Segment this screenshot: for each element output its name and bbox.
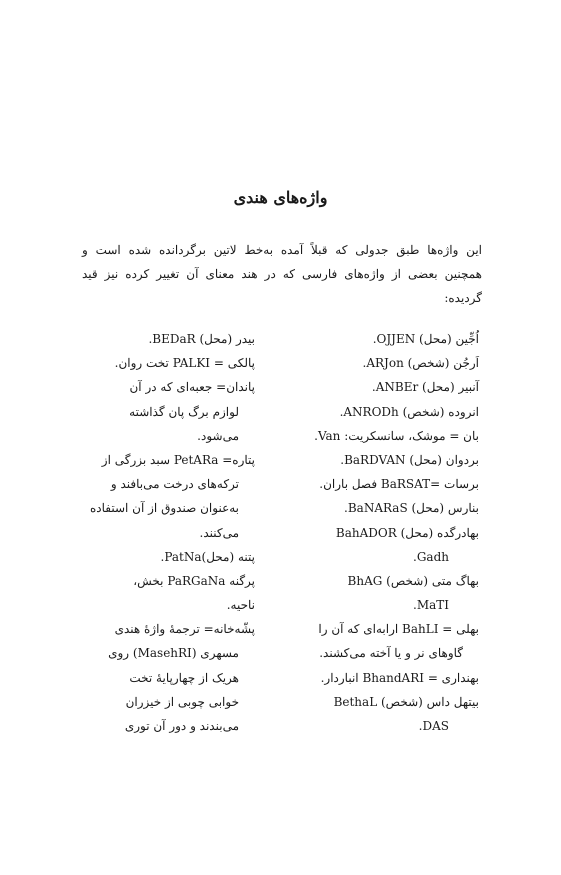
intro-paragraph (82, 238, 482, 310)
glossary-entry-continuation: خوابی چوبی از خیزران (125, 694, 239, 709)
glossary-entry: بهنداری = BhandARI انباردار. (320, 670, 479, 685)
glossary-entry-continuation: به‌عنوان صندوق از آن استفاده (89, 501, 239, 516)
glossary-entry-continuation: می‌شود. (197, 428, 239, 443)
glossary-entry: پشّه‌خانه= ترجمهٔ واژهٔ هندی (114, 622, 255, 637)
glossary-entry: پالکی = PALKI تخت روان. (114, 356, 255, 371)
glossary-entry-continuation: مسهری (MasehRI) روی (108, 646, 239, 661)
intro-line: همچنین بعضی از واژه‌های فارسی که در هند معنای آن تغییر کرده نیز قید (82, 267, 482, 281)
glossary-entry: پتاره= PetARa سبد بزرگی از (101, 452, 255, 467)
glossary-entry: انروده (شخص) ANRODh. (339, 404, 479, 419)
glossary-entry-continuation: MaTI. (412, 598, 449, 613)
glossary-entry: بیتهل داس (شخص) BethaL (333, 694, 479, 709)
glossary-entry: بنارس (محل) BaNARaS. (344, 501, 479, 516)
glossary-right-column (304, 327, 479, 738)
glossary-entry: بهاگ متی (شخص) BhAG (347, 573, 479, 588)
glossary-entry: پاندان= جعبه‌ای که در آن (129, 380, 255, 395)
intro-line: گردیده: (444, 291, 482, 305)
glossary-entry: آنبیر (محل) ANBEr. (371, 380, 479, 395)
glossary-entry: بردوان (محل) BaRDVAN. (340, 452, 479, 467)
glossary-entry: بان = موشک، سانسکریت: Van. (314, 428, 479, 443)
glossary-entry-continuation: DAS. (418, 719, 449, 733)
page-title: واژه‌های هندی (233, 188, 328, 207)
glossary-entry-continuation: گاوهای نر و یا آخته می‌کشند. (319, 646, 463, 661)
glossary-entry: اَرجُن (شخص) ARJon. (362, 356, 479, 371)
glossary-entry-continuation: ناحیه. (226, 598, 255, 613)
glossary-left-column (80, 327, 255, 738)
glossary-entry-continuation: هریک از چهارپایهٔ تخت (129, 670, 239, 685)
glossary-entry-continuation: Gadh. (413, 549, 449, 564)
glossary-entry-continuation: می‌بندند و دور آن توری (124, 719, 239, 733)
glossary-entry-continuation: می‌کنند. (199, 525, 239, 540)
glossary-entry: بهلی = BahLI ارابه‌ای که آن را (318, 622, 479, 637)
glossary-entry: پتنه (محل)PatNa. (160, 549, 255, 564)
glossary-entry-continuation: ترکه‌های درخت می‌بافند و (110, 477, 239, 492)
glossary-entry: بیدر (محل) BEDaR. (148, 332, 255, 346)
intro-line: این واژه‌ها طبق جدولی که قبلاً آمده به‌خط لاتین برگردانده شده است و (82, 243, 482, 257)
glossary-entry-continuation: لوازم برگ پان گذاشته (129, 404, 239, 419)
glossary-entry: اُجِّین (محل) OJJEN. (372, 332, 479, 346)
glossary-entry: پرگنه PaRGaNa بخش، (133, 573, 255, 588)
glossary-entry: بهادرگده (محل) BahADOR (335, 525, 479, 540)
glossary-entry: برسات =BaRSAT فصل باران. (319, 477, 479, 492)
